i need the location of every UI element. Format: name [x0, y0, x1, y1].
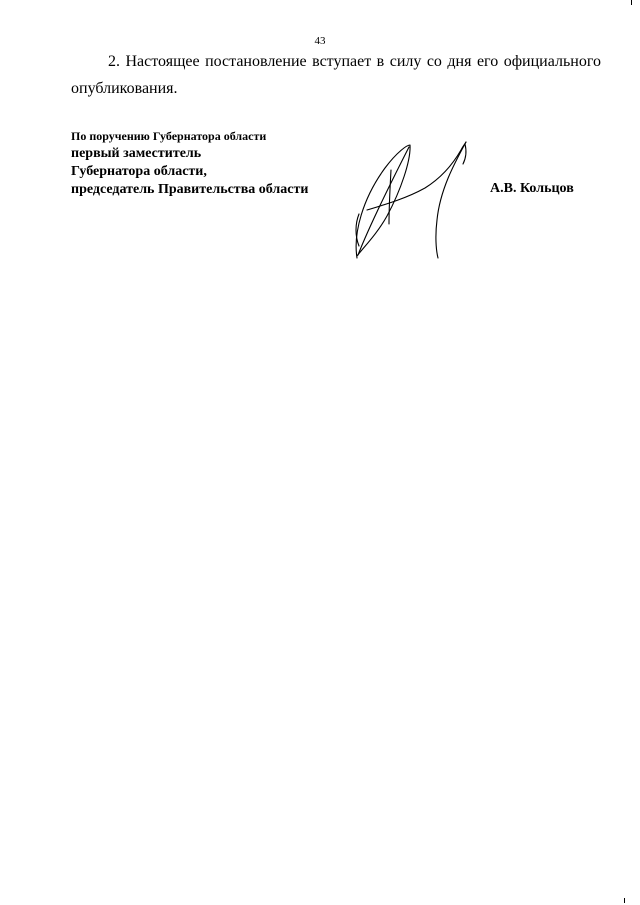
signer-name: А.В. Кольцов [490, 181, 574, 196]
signature-title-line-3: председатель Правительства области [71, 182, 309, 197]
scan-edge-mark [624, 898, 625, 903]
page-number: 43 [314, 35, 326, 47]
signature-title-line-1: первый заместитель [71, 146, 202, 161]
paragraph-entry-into-force: 2. Настоящее постановление вступает в силу со дня его официального опубликования. [71, 53, 601, 97]
scan-edge-mark [631, 0, 632, 5]
signature-block [71, 128, 308, 199]
handwritten-signature [345, 128, 480, 260]
signature-authority-line: По поручению Губернатора области [71, 129, 267, 143]
signature-title-line-2: Губернатора области, [71, 164, 207, 179]
